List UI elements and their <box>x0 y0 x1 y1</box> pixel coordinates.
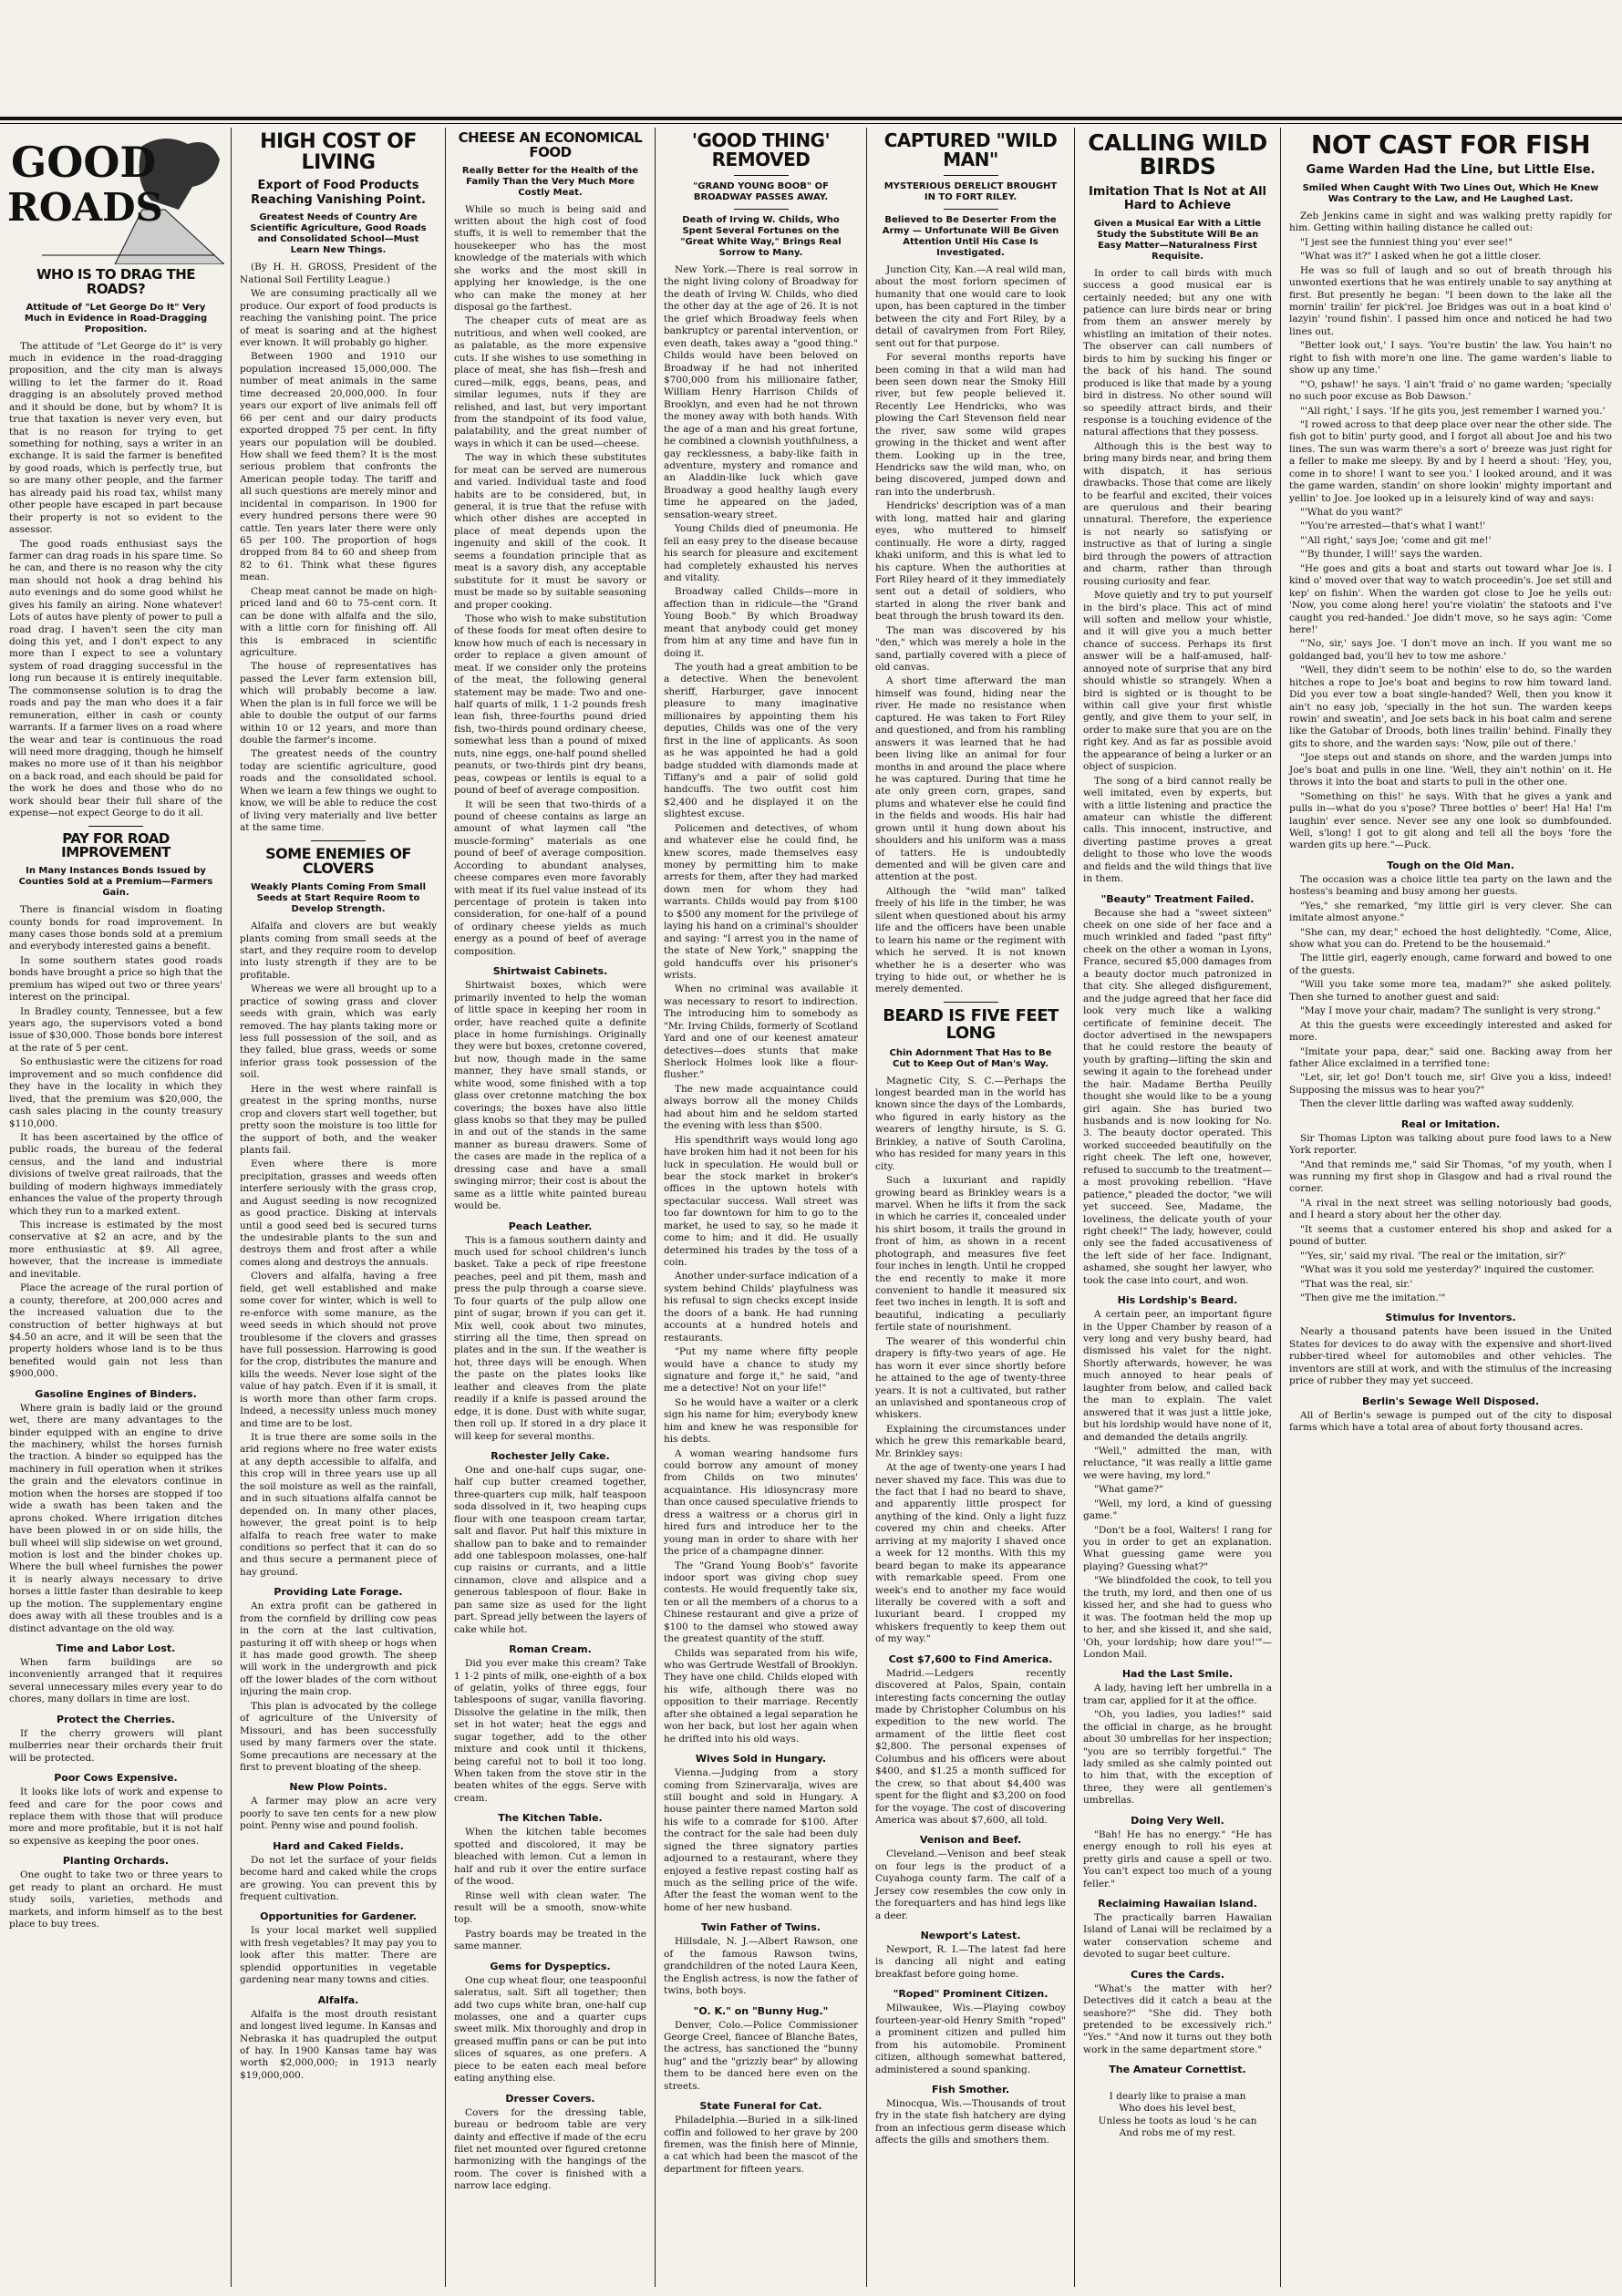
paragraph: Madrid.—Ledgers recently discovered at Palos, Spain, contain interesting facts concerning the outlay made by Christopher Columbus on his expedition to the new world. The armament of the little fleet cost $2,800. The personal expenses of Columbus and his officers were about $400, and $1.25 a month sufficed for the crew, so that about $4,400 was spent for the flight and $3,200 on food for the voyage. The cost of discovering America was about $7,600, all told. <box>875 1667 1066 1826</box>
paragraph: "What's the matter with her? Detectives did it catch a beau at the seashore?" "She did. They both pretended to be excessively rich." "Yes." "And now it turns out they both work in the same department store." <box>1083 1982 1272 2055</box>
paragraph: An extra profit can be gathered in from the cornfield by drilling cow peas in the corn at the last cultivation, pasturing it off with sheep or hogs when it has made good growth. The sheep will work in the undergrowth and pick off the lower blades of the corn without injuring the main crop. <box>240 1601 437 1698</box>
divider <box>944 1002 998 1003</box>
logo-line1: GOOD <box>11 138 157 187</box>
paragraph: Cleveland.—Venison and beef steak on four legs is the product of a Cuyahoga county farm. The calf of a Jersey cow resembles the cow only in the forequarters and has hind legs like a deer. <box>875 1848 1066 1921</box>
column-6 <box>1080 128 1276 2287</box>
paragraph: Alfalfa is the most drouth resistant and longest lived legume. In Kansas and Nebraska it has quadrupled the output of hay. In 1900 Kansas tame hay was worth $2,000,000; in 1913 nearly $19,000,000. <box>240 2008 437 2081</box>
article-drag-roads <box>9 341 222 820</box>
paragraph: Do not let the surface of your fields become hard and caked while the crops are growing. You can prevent this by frequent cultivation. <box>240 1854 437 1903</box>
paragraph: A lady, having left her umbrella in a tram car, applied for it at the office. <box>1083 1683 1272 1706</box>
subhead: Fish Smother. <box>931 2083 1010 2095</box>
paragraph: In Bradley county, Tennessee, but a few years ago, the supervisors voted a bond issue of $30,000. Those bonds bore interest at the rate of 5 per cent. <box>9 1005 222 1054</box>
paragraph: "And that reminds me," said Sir Thomas, "of my youth, when I was running my first shop in Glasgow and had a rival round the corner. <box>1289 1158 1612 1195</box>
subhead: His Lordship's Beard. <box>1117 1294 1238 1307</box>
paragraph: "She can, my dear," echoed the host delightedly. "Come, Alice, show what you can do. Pretend to be the housemaid." <box>1289 926 1612 951</box>
paragraph: "What was it?" I asked when he got a little closer. <box>1300 251 1542 263</box>
paragraph: Hillsdale, N. J.—Albert Rawson, one of the famous Rawson twins, grandchildren of the noted Laura Keen, the English actress, is now the father of twins, both boys. <box>664 1936 858 1997</box>
paragraph: "Bah! He has no energy." "He has energy enough to roll his eyes at pretty girls and cause a spell or two. You can't expect too much of a young feller." <box>1083 1828 1272 1889</box>
paragraph: Although the "wild man" talked freely of his life in the timber, he was silent when questioned about his army life and the officers have been unable to learn his name or the regiment with which he served. It is not known whether he is a deserter who was trying to hide out, or whether he is merely demented. <box>875 885 1066 995</box>
subhead: Gasoline Engines of Binders. <box>35 1387 197 1400</box>
paragraph: Junction City, Kan.—A real wild man, about the most forlorn specimen of humanity that one would care to look upon, has been captured in the timber between the city and Fort Riley, by a detail of cavalrymen from Fort Riley, sent out for that purpose. <box>875 264 1066 349</box>
paragraph: Nearly a thousand patents have been issued in the United States for devices to do away with the expensive and short-lived rubber-tired wheel for automobiles and other vehicles. The inventors are still at work, and with the stimulus of the increasing price of rubber they may yet succeed. <box>1289 1326 1612 1387</box>
subhead: Cost $7,600 to Find America. <box>888 1653 1053 1665</box>
subhead: State Funeral for Cat. <box>699 2100 822 2113</box>
article-cost-living <box>240 262 437 834</box>
subhead: Dresser Covers. <box>505 2092 595 2105</box>
paragraph: "He goes and gits a boat and starts out toward whar Joe is. I kind o' moved over that way to watch proceedin's. Joe set still and kep' on fishin'. When the warden got close to Joe he yells out: 'Now, you come along here! you're violatin' the statoots and I've caught you red-handed.' Joe didn't move, so he says agin: 'Come here!' <box>1289 562 1612 635</box>
paragraph: "Imitate your papa, dear," said one. Backing away from her father Alice exclaimed in a terrified tone: <box>1289 1045 1612 1069</box>
column-rule <box>231 128 232 2287</box>
paragraph: At this the guests were exceedingly interested and asked for more. <box>1289 1019 1612 1044</box>
subhead: Shirtwaist Cabinets. <box>492 965 608 978</box>
subhead: Cures the Cards. <box>1130 1968 1225 1981</box>
paragraph: Whereas we were all brought up to a practice of sowing grass and clover seeds with grain, which was early removed. The hay plants taking more or less full possession of the soil, and as they failed, blue grass, weeds or some inferior grass took possession of the soil. <box>240 983 437 1081</box>
paragraph: We are consuming practically all we produce. Our export of food products is reaching the vanishing point. The price of meat is soaring and at the highest ever known. It will probably go higher. <box>240 288 437 348</box>
headline-good-thing: 'GOOD THING' REMOVED <box>691 129 831 170</box>
paragraph: Rinse well with clean water. The result will be a smooth, snow-white top. <box>454 1889 646 1926</box>
paragraph: When the kitchen table becomes spotted and discolored, it may be bleached with lemon. Cut a lemon in half and rub it over the entire surface of the wood. <box>454 1827 646 1888</box>
article-pay-road <box>9 904 222 1381</box>
headline-pay-road: PAY FOR ROAD IMPROVEMENT <box>61 829 170 861</box>
paragraph: "I rowed across to that deep place over near the other side. The fish got to bitin' purty good, and I forgot all about Joe and his two lines. The sun was warm there's a sort o' breeze was just right for a feller to make me sleepy. By and by I heerd a shout: 'Hey, you, come in to shore! I want to see you.' I looked around, and it was the game warden, standin' on shore lookin' mighty important and yellin' to Joe. Joe looked up in a leisurely kind of way and says: <box>1289 418 1612 504</box>
paragraph: If the cherry growers will plant mulberries near their orchards their fruit will be protected. <box>9 1727 222 1764</box>
paragraph: "I jest see the funniest thing you' ever see!" <box>1300 236 1514 248</box>
deck-cheese: Really Better for the Health of the Family Than the Very Much More Costly Meat. <box>461 165 639 198</box>
paragraph: "'Yes, sir,' said my rival. 'The real or the imitation, sir?' <box>1300 1250 1566 1261</box>
subhead: Wives Sold in Hungary. <box>695 1753 827 1766</box>
subhead: Reclaiming Hawaiian Island. <box>1098 1897 1257 1910</box>
paragraph: Cheap meat cannot be made on high-priced land and 60 to 75-cent corn. It can be done with alfalfa and the silo, with a little corn for finishing off. All this is embraced in scientific agriculture. <box>240 585 437 658</box>
deck-pay-road: In Many Instances Bonds Issued by Counties Sold at a Premium—Farmers Gain. <box>18 866 213 899</box>
deck-beard: Chin Adornment That Has to Be Cut to Keep Out of Man's Way. <box>889 1047 1052 1069</box>
paragraph: Place the acreage of the rural portion of a county, therefore, at 200,000 acres and the increased valuation due to the construction of better highways at but $4.50 an acre, and it will be seen that the property holders whose land is to be thus benefited would gain not less than $900,000. <box>9 1282 222 1380</box>
paragraph: "Joe steps out and stands on shore, and the warden jumps into Joe's boat and pulls in one line. 'Well, they ain't nothin' on it. He throws it into the boat and starts to pull in the other one. <box>1289 752 1612 788</box>
paragraph: Zeb Jenkins came in sight and was walking pretty rapidly for him. Getting within hailing distance he called out: <box>1289 210 1612 234</box>
paragraph: "Well," admitted the man, with reluctance, "it was really a little game we were having, my lord." <box>1083 1445 1272 1481</box>
subhead: Had the Last Smile. <box>1121 1668 1234 1681</box>
paragraph: "Don't be a fool, Walters! I rang for you in order to get an explanation. What guessing game were you playing? Guessing what?" <box>1083 1524 1272 1572</box>
paragraph: When farm buildings are so inconveniently arranged that it requires several unnecessary miles every year to do chores, many dollars in time are lost. <box>9 1657 222 1705</box>
subhead: Gems for Dyspeptics. <box>490 1960 611 1972</box>
paragraph: The house of representatives has passed the Lever farm extension bill, which will probably become a law. When the plan is in full force we will be able to double the output of our farms within 10 or 12 years, and more than double the farmer's income. <box>240 661 437 746</box>
paragraph: It has been ascertained by the office of public roads, the bureau of the federal census, and the land and industrial divisions of twelve great railroads, that the building of modern highways immediately enhances the value of the property through which they run to a marked extent. <box>9 1131 222 1217</box>
column-rule <box>655 128 656 2287</box>
paragraph: "'What do you want?' <box>1300 507 1403 519</box>
article-cheese <box>454 204 646 959</box>
paragraph: Policemen and detectives, of whom and whatever else he could find, he knew scores, made themselves easy money by permitting him to make arrests for them, after they had marked down men for whom they had warrants. Childs would pay from $100 to $500 any moment for the privilege of laying his hand on a criminal's shoulder and saying: "I arrest you in the name of the state of New York," snapping the gold handcuffs over his prisoner's wrists. <box>664 822 858 981</box>
deck-cost-living: Greatest Needs of Country Are Scientific Agriculture, Good Roads and Consolidated School—Must Learn New Things. <box>250 212 427 256</box>
paragraph: The youth had a great ambition to be a detective. When the benevolent sheriff, Harburger, gave innocent pleasure to many imaginative millionaires by appointing them his deputies, Childs was one of the very first in the line of applicants. As soon as he was appointed he had a gold badge studded with diamonds made at Tiffany's and a pair of solid gold handcuffs. The two outfit cost him $2,400 and he displayed it on the slightest excuse. <box>664 662 858 820</box>
subhead: Hard and Caked Fields. <box>273 1839 404 1852</box>
paragraph: "What was it you sold me yesterday?' inquired the customer. <box>1300 1264 1595 1276</box>
paragraph: For several months reports have been coming in that a wild man had been seen down near the Smoky Hill river, but few people believed it. Recently Lee Hendricks, who was plowing the Carl Stevenson field near the river, saw some wild grapes growing in the thicket and went after them. Looking up in the tree, Hendricks saw the wild man, who, on being discovered, jumped down and ran into the underbrush. <box>875 352 1066 498</box>
paragraph: "'No, sir,' says Joe. 'I don't move an inch. If you want me so goldanged bad, you'll hev to tow me ashore.' <box>1289 638 1612 662</box>
subheadline-cost-living: Export of Food Products Reaching Vanishing Point. <box>251 179 426 207</box>
subhead: The Amateur Cornettist. <box>1109 2064 1246 2076</box>
paragraph: Although this is the best way to bring many birds near, and bring them with dispatch, it has serious drawbacks. Those that come are likely to be fearful and excited, their voices are querulous and their bearing unnatural. Therefore, the experience is not nearly so satisfying or instructive as that of luring a single bird through the powers of attraction and charm, rather than through rousing curiosity and fear. <box>1083 440 1272 587</box>
paragraph: The wearer of this wonderful chin drapery is fifty-two years of age. He has worn it ever since shortly before he attained to the age of twenty-three years. It is not a cultivated, but rather an unlavished and spontaneous crop of whiskers. <box>875 1335 1066 1421</box>
subhead: Opportunities for Gardener. <box>260 1910 417 1923</box>
subhead: Venison and Beef. <box>919 1834 1022 1847</box>
paragraph: The way in which these substitutes for meat can be served are numerous and varied. Individual taste and food habits are to be considered, but, in general, it is true that the refuse with which other dishes are accepted in place of meat depends upon the ingenuity and skill of the cook. It seems a foundation principle that as meat is a savory dish, any acceptable substitute for it must be savory or must be made so by suitable seasoning and proper cooking. <box>454 452 646 611</box>
paragraph: "May I move your chair, madam? The sunlight is very strong." <box>1300 1005 1601 1017</box>
paragraph: The cheaper cuts of meat are as nutritious, and when well cooked, are as palatable, as the more expensive cuts. If she wishes to use something in place of meat, she has fish—fresh and cured—milk, eggs, beans, peas, and similar legumes, nuts if they are relished, and last, but very important from the standpoint of its food value, palatability, and the great number of ways in which it can be used—cheese. <box>454 315 646 449</box>
subhead: Peach Leather. <box>508 1220 593 1232</box>
column-rule <box>445 128 446 2287</box>
paragraph: One and one-half cups sugar, one-half cup butter creamed together, three-quarters cup milk, half teaspoon soda dissolved in it, two heaping cups flour with one teaspoon cream tartar, salt and flavor. Put half this mixture in shallow pan to bake and to remainder add one tablespoon molasses, one-half cup raisins or currants, and a little cinnamon, clove and allspice and a generous tablespoon of flour. Bake in pan same size as used for the light part. Spread jelly between the layers of cake while hot. <box>454 1464 646 1635</box>
paragraph: "That was the real, sir.' <box>1300 1278 1413 1290</box>
paragraph: The little girl, eagerly enough, came forward and bowed to one of the guests. <box>1289 952 1612 976</box>
divider <box>734 175 789 176</box>
good-roads-logo <box>5 128 224 264</box>
paragraph: It looks like lots of work and expense to feed and care for the poor cows and replace them with those that will produce more and more profitable, but it is not half so expensive as keeping the poor ones. <box>9 1786 222 1847</box>
paragraph: "'You're arrested—that's what I want!' <box>1300 520 1486 532</box>
paragraph: The practically barren Hawaiian Island of Lanai will be reclaimed by a water conservation scheme and devoted to sugar beet culture. <box>1083 1911 1272 1961</box>
subhead: Providing Late Forage. <box>274 1586 403 1599</box>
paragraph: His spendthrift ways would long ago have broken him had it not been for his luck in speculation. He would bull or bear the stock market in broker's offices in the uptown hotels with spectacular success. Wall street was too far downtown for him to go to the market, he used to say, so he made it come to him; and it did. He usually determined his trades by the toss of a coin. <box>664 1134 858 1268</box>
paragraph: Another under-surface indication of a system behind Childs' playfulness was his refusal to sign checks except inside the doors of a bank. He had running accounts at a hundred hotels and restaurants. <box>664 1271 858 1344</box>
paragraph: At the age of twenty-one years I had never shaved my face. This was due to the fact that I had no beard to shave, and apparently little prospect for anything of the kind. Only a light fuzz covered my chin and cheeks. After arriving at my majority I shaved once a week for 12 months. With this my beard began to make its appearance with remarkable speed. From one week's end to another my face would literally be covered with a soft and luxuriant beard. I cropped my whiskers frequently to keep them out of my way." <box>875 1462 1066 1645</box>
top-rule-thin <box>0 123 1622 124</box>
divider <box>311 840 366 841</box>
article-cast-fish <box>1289 211 1612 852</box>
paragraph: The occasion was a choice little tea party on the lawn and the hostess's beaming and busy among her guests. <box>1289 873 1612 898</box>
paragraph: Between 1900 and 1910 our population increased 15,000,000. The number of meat animals in the same time decreased 20,000,000. In four years our export of live animals fell off 66 per cent and our dairy products exported dropped 75 per cent. In fifty years our population will be doubled. How shall we feed them? It is the most serious problem that confronts the American people today. The tariff and all such questions are merely minor and incidental in comparison. In 1900 for every hundred persons there were 90 cattle. Ten years later there were only 65 per 100. The proportion of hogs dropped from 84 to 60 and sheep from 82 to 61. Think what these figures mean. <box>240 351 437 583</box>
subhead: Alfalfa. <box>317 1993 359 2006</box>
column-rule <box>866 128 867 2287</box>
paragraph: It will be seen that two-thirds of a pound of cheese contains as large an amount of what laymen call "the muscle-forming" materials as one pound of beef of average composition. According to abundant analyses, cheese compares even more favorably with meat if its fuel value instead of its percentage of protein is taken into consideration, for one-half of a pound of ordinary cheese yields as much energy as a pound of beef of average composition. <box>454 798 646 957</box>
paragraph: Childs was separated from his wife, who was Gertrude Westfall of Brooklyn. They have one child. Childs eloped with his wife, although there was no opposition to their marriage. Recently after she obtained a legal separation he won her back, but lost her again when he drifted into his old ways. <box>664 1647 858 1745</box>
logo-line2: ROADS <box>7 185 163 230</box>
headline-drag-roads: WHO IS TO DRAG THE ROADS? <box>36 266 196 297</box>
paragraph: "We blindfolded the cook, to tell you the truth, my lord, and then one of us kissed her, and she had to guess who it was. The footman held the mop up to her, and she kissed it, and she said, 'Oh, your lordship; how dare you!'"—London Mail. <box>1083 1575 1272 1660</box>
paragraph: "Then give me the imitation.'" <box>1300 1292 1446 1303</box>
paragraph: All of Berlin's sewage is pumped out of the city to disposal farms which have a total area of about forty thousand acres. <box>1289 1409 1612 1434</box>
paragraph: When no criminal was available it was necessary to resort to indirection. The introducing him to somebody as "Mr. Irving Childs, formerly of Scotland Yard and one of our keenest amateur detectives—does stunts that make Sherlock Holmes look like a flour-flusher." <box>664 983 858 1081</box>
paragraph: Here in the west where rainfall is greatest in the spring months, nurse crop and clovers start well together, but pretty soon the moisture is too little for the support of both, and the weaker plants fail. <box>240 1083 437 1156</box>
column-5 <box>872 128 1069 2287</box>
paragraph: He was so full of laugh and so out of breath through his unwonted exertions that he was entirely unable to say anything at first. But presently he began: "I been down to the lake all the mornin' trailin' fer pick'rel. Joe Bridges was out in a boat kind o' lazyin' 'round fishin'. I passed him once and noticed he had two lines out. <box>1289 264 1612 337</box>
headline-enemies-clovers: SOME ENEMIES OF CLOVERS <box>265 844 411 878</box>
paragraph: Minocqua, Wis.—Thousands of trout fry in the state fish hatchery are dying from an infectious germ disease which affects the gills and smothers them. <box>875 2097 1066 2147</box>
paragraph: "It seems that a customer entered his shop and asked for a pound of butter. <box>1289 1223 1612 1248</box>
subhead: Tough on the Old Man. <box>1387 859 1514 871</box>
subhead: "Roped" Prominent Citizen. <box>893 1988 1049 2001</box>
deck-cast-fish: Smiled When Caught With Two Lines Out, Which He Knew Was Contrary to the Law, and He Laughed Last. <box>1302 182 1599 204</box>
paragraph: "'All right,' I says. 'If he gits you, jest remember I warned you.' <box>1300 405 1606 417</box>
paragraph: Alfalfa and clovers are but weakly plants coming from small seeds at the start, and they require room to develop into lusty strength if they are to be profitable. <box>240 921 437 981</box>
column-3 <box>450 128 650 2287</box>
article-wild-man <box>875 264 1066 996</box>
headline-wild-birds: CALLING WILD BIRDS <box>1088 129 1267 180</box>
divider <box>944 175 998 176</box>
column-4 <box>660 128 862 2287</box>
paragraph: Newport, R. I.—The latest fad here is dancing all night and eating breakfast before going home. <box>875 1944 1066 1980</box>
poem: I dearly like to praise a man Who does his level best, Unless he toots as loud 's he can And robs me of my rest. <box>1098 2090 1257 2139</box>
column-1 <box>5 128 226 2287</box>
paragraph: Those who wish to make substitution of these foods for meat often desire to know how much of each is necessary in order to replace a given amount of meat. If we consider only the proteins of the meat, the following general statement may be made: Two and one-half quarts of milk, 1 1-2 pounds fresh lean fish, three-fourths pound dried fish, two-thirds pound ordinary cheese, somewhat less than a pound of mixed nuts, nine eggs, one-half pound shelled peanuts, or two-thirds pint dry beans, peas, cowpeas or lentils is equal to a pound of beef of average composition. <box>454 613 646 797</box>
deck-drag-roads: Attitude of "Let George Do It" Very Much in Evidence in Road-Dragging Proposition. <box>24 302 208 335</box>
paragraph: This is a famous southern dainty and much used for school children's lunch basket. Take a peck of ripe freestone peaches, peel and pit them, mash and press the pulp through a coarse sieve. To four quarts of the pulp allow one pint of sugar, brown if you can get it. Mix well, cook about two minutes, stirring all the time, then spread on plates and in the sun. If the weather is hot, three days will be enough. When the paste on the plates looks like leather and cleaves from the plate readily if a knife is passed around the edge, it is done. Dust with white sugar, then roll up. If stored in a dry place it will keep for several months. <box>454 1234 646 1442</box>
divider <box>944 209 998 210</box>
column-rule <box>1074 128 1075 2287</box>
paragraph: "What game?" <box>1094 1484 1163 1496</box>
subhead: Protect the Cherries. <box>57 1713 175 1725</box>
paragraph: "Yes," she remarked, "my little girl is very clever. She can imitate almost anyone." <box>1289 900 1612 924</box>
paragraph: Young Childs died of pneumonia. He fell an easy prey to the disease because his search for pleasure and excitement had completely exhausted his nerves and vitality. <box>664 523 858 583</box>
paragraph: "Well, they didn't seem to be nothin' else to do, so the warden hitches a rope to Joe's boat and begins to row him toward land. Did you ever tow a boat single-handed? Well, then you know it ain't no easy job, 'specially in the hot sun. The warden keeps rowin' and sweatin', and Joe sets back in his boat calm and serene like the Gatobar of Droods, both lines trailin' behind. Finally they gits to shore, and the warden says: 'Now, pile out of there.' <box>1289 664 1612 749</box>
paragraph: The attitude of "Let George do it" is very much in evidence in the road-dragging proposition, and the city man is always willing to let the farmer do it. Road dragging is an absolutely proved method and it should be done, but by whom? It is true that taxation is never very even, but that is no reason for trying to get something for nothing, says a writer in an exchange. It is said the farmer is benefited by good roads, which is perfectly true, but so are many other people, and the farmer has already paid his road tax, whilst many other people have escaped in part because their property is not so evident to the assessor. <box>9 340 222 536</box>
paragraph: Philadelphia.—Buried in a silk-lined coffin and followed to her grave by 200 firemen, was the finish here of Minnie, a cat which had been the mascot of the department for fifteen years. <box>664 2115 858 2175</box>
paragraph: Covers for the dressing table, bureau or bedroom table are very dainty and effective if made of the ecru filet net mounted over figured cretonne harmonizing with the hangings of the room. The cover is finished with a narrow lace edging. <box>454 2106 646 2192</box>
paragraph: Shirtwaist boxes, which were primarily invented to help the woman of little space in keeping her room in order, have reached quite a definite place in home furnishings. Originally they were but boxes, cretonne covered, but now, though made in the same manner, they have small stands, or white wood, some finished with a top glass over cretonne matching the box coverings; the boxes have also little glass knobs so that they may be pulled in and out of the stands in the same manner as bureau drawers. Some of the cases are made in the replica of a dressing case and have a small swinging mirror; their cost is about the same as a little white painted bureau would be. <box>454 980 646 1212</box>
headline-beard: BEARD IS FIVE FEET LONG <box>883 1005 1059 1043</box>
paragraph: So he would have a waiter or a clerk sign his name for him; everybody knew him and knew he was responsible for his debts. <box>664 1396 858 1446</box>
subhead: Roman Cream. <box>509 1643 592 1656</box>
subhead: The Kitchen Table. <box>498 1812 603 1825</box>
article-wild-birds <box>1083 268 1272 886</box>
paragraph: "Better look out,' I says. 'You're bustin' the law. You hain't no right to fish with more'n one line. The game warden's liable to show up any time.' <box>1289 340 1612 376</box>
paragraph: New York.—There is real sorrow in the night living colony of Broadway for the death of Irving W. Childs, who died the other day at the age of 26. It is not the grief which Broadway feels when bankruptcy or parental intervention, or even death, takes away a "good thing." Childs would have been beloved on Broadway if he had not inherited $700,000 from his millionaire father, William Henry Harrison Childs of Brooklyn, and even had he not thrown the money away with both hands. With the age of a man and his great fortune, he combined a clownish youthfulness, a gay recklessness, a baby-like faith in adventure, mystery and romance and an Aladdin-like luck which gave Broadway a good healthy laugh every time he appeared on the jaded, sensation-weary street. <box>664 264 858 520</box>
paragraph: Then the clever little darling was wafted away suddenly. <box>1300 1098 1575 1110</box>
subheadline-cast-fish: Game Warden Had the Line, but Little Else. <box>1306 163 1596 178</box>
paragraph: Explaining the circumstances under which he grew this remarkable beard, Mr. Brinkley says: <box>875 1423 1066 1459</box>
headline-cheese: CHEESE AN ECONOMICAL FOOD <box>458 129 643 160</box>
paragraph: This plan is advocated by the college of agriculture of the University of Missouri, and has been successfully used by many farmers over the state. Some precautions are necessary at the first to prevent bloating of the sheep. <box>240 1700 437 1773</box>
paragraph: "Something on this!' he says. With that he gives a yank and pulls in—what do you s'pose? Three bottles o' beer! Ha! Ha! I'm laughin' ever sence. Never see any one look so dumbfounded. Well, s'long! I got to git along and tell all the boys 'fore the warden gits up here."—Puck. <box>1289 790 1612 851</box>
paragraph: Clovers and alfalfa, having a free field, get well established and make some cover for winter, which is well to re-enforce with some manure, as the weed seeds in which should not prove troublesome if the clovers and grasses have full possession. Harrowing is good for the crop, distributes the manure and kills the weeds. Never lose sight of the value of hay patch. Even if it is small, it is worth more than other farm crops. Indeed, a necessity unless much money and time are to be lost. <box>240 1271 437 1429</box>
paragraph: "A rival in the next street was selling notoriously bad goods, and I heard a story about her the other day. <box>1289 1197 1612 1221</box>
paragraph: The man was discovered by his "den," which was merely a hole in the sand, partially covered with a piece of old canvas. <box>875 624 1066 673</box>
paragraph: The song of a bird cannot really be well imitated, even by experts, but with a little listening and practice the amateur can whistle the different calls. This innocent, instructive, and diverting pastime proves a great delight to those who love the woods and fields and the wild things that live in them. <box>1083 775 1272 885</box>
subhead: Stimulus for Inventors. <box>1385 1312 1516 1324</box>
paragraph: "Will you take some more tea, madam?" she asked politely. Then she turned to another guest and said: <box>1289 979 1612 1003</box>
paragraph: The new made acquaintance could always borrow all the money Childs had about him and he seldom started the evening with less than $500. <box>664 1083 858 1132</box>
paragraph: Because she had a "sweet sixteen" cheek on one side of her face and a much wrinkled and faded "past fifty" cheek on the other a woman in Lyons, France, secured $5,000 damages from a beauty doctor much patronized in that city. She alleged disfigurement, and the judge agreed that her face did look very much like a walking certificate of feminine deceit. The doctor advertised in the newspapers that he could restore the beauty of youth by grafting—lifting the skin and sewing it again to the forehead under the hair. Madame Bertha Peuilly thought she would like to be a young girl again. She has buried two husbands and is now looking for No. 3. The beauty doctor operated. This worked succeeded beautifully on the right cheek. The left one, however, refused to succumb to the treatment—a most provoking rebellion. "Have patience," pleaded the doctor, "we will yet succeed. See, Madame, the loveliness, the delicate youth of your right cheek!" The lady, however, could only see the faded accusativeness of the left side of her face. Indignant, ashamed, she sought her lawyer, who took the case into court, and won. <box>1083 907 1272 1286</box>
paragraph: "'O, pshaw!' he says. 'I ain't 'fraid o' no game warden; 'specially no such poor excuse as Bob Dawson.' <box>1289 378 1612 403</box>
paragraph: The greatest needs of the country today are scientific agriculture, good roads and the consolidated school. When we learn a few things we ought to know, we will be able to reduce the cost of living very materially and live better at the same time. <box>240 748 437 834</box>
subhead: Rochester Jelly Cake. <box>491 1449 610 1462</box>
paragraph: There is financial wisdom in floating county bonds for road improvement. In many cases those bonds sold at a premium and everybody interested gains a benefit. <box>9 904 222 952</box>
paragraph: Did you ever make this cream? Take 1 1-2 pints of milk, one-eighth of a box of gelatin, yolks of three eggs, four tablespoons of sugar, vanilla flavoring. Dissolve the gelatine in the milk, then set in hot water; heat the eggs and sugar together, add to the other mixture and cook until it thickens, being careful not to boil it too long. When taken from the stove stir in the beaten whites of the eggs. Serve with cream. <box>454 1658 646 1804</box>
subhead: Newport's Latest. <box>920 1930 1021 1942</box>
paragraph: A woman wearing handsome furs could borrow any amount of money from Childs on two minutes' acquaintance. His idiosyncrasy more than once caused speculative friends to dress a waitress or a chorus girl in hired furs and introduce her to the young man in order to share with her the price of a champagne dinner. <box>664 1447 858 1558</box>
subhead: New Plow Points. <box>289 1781 387 1794</box>
article-beard <box>875 1076 1066 1646</box>
paragraph: One ought to take two or three years to get ready to plant an orchard. He must study soils, varieties, methods and markets, and inform himself as to the best place to buy trees. <box>9 1869 222 1930</box>
subhead: "O. K." on "Bunny Hug." <box>693 2004 829 2017</box>
paragraph: Even where there is more precipitation, grasses and weeds often interfere seriously with the grass crop, and August seeding is now recognized as good practice. Disking at intervals until a good seed bed is secured turns the undesirable plants to the sun and destroys them and frost after a while comes along and destroys the annuals. <box>240 1158 437 1268</box>
deck2-wild-man: Believed to Be Deserter From the Army — Unfortunate Will Be Given Attention Until His Case Is Investigated. <box>882 215 1059 258</box>
paragraph: In order to call birds with much success a good musical ear is certainly needed; but any one with patience can lure birds near or bring from them an answer merely by whistling an imitation of their notes. The observer can call numbers of birds to him by sucking his finger or the back of his hand. The sound produced is like that made by a young bird in distress. No other sound will so speedily attract birds, and their response is a touching evidence of the natural affections that they possess. <box>1083 267 1272 438</box>
paragraph: "Well, my lord, a kind of guessing game." <box>1083 1498 1272 1522</box>
paragraph: Broadway called Childs—more in affection than in ridicule—the "Grand Young Boob." By which Broadway meant that anybody could get money from him at any time and have fun in doing it. <box>664 586 858 659</box>
paragraph: A certain peer, an important figure in the Upper Chamber by reason of a very long and very bushy beard, had dismissed his valet for the night. Shortly afterwards, however, he was much annoyed to hear peals of laughter from below, and called back the man to explain. The valet answered that it was just a little joke, but his lordship would have none of it, and demanded the details angrily. <box>1083 1309 1272 1443</box>
divider <box>88 826 143 827</box>
paragraph: Sir Thomas Lipton was talking about pure food laws to a New York reporter. <box>1289 1132 1612 1157</box>
paragraph: Pastry boards may be treated in the same manner. <box>454 1928 646 1952</box>
paragraph: A farmer may plow an acre very poorly to save ten cents for a new plow point. Penny wise and pound foolish. <box>240 1796 437 1832</box>
paragraph: Where grain is badly laid or the ground wet, there are many advantages to the binder equipped with an engine to drive the machinery, whilst the horses furnish the traction. A binder so equipped has the machinery in full operation when it strikes the grain and the elevators continue in motion when the horses are stopped if too wide a swath has been taken and the aprons choked. Where irrigation ditches have been plowed in or on side hills, the bull wheel will slip sidewise on wet ground, motion is lost and the binder chokes up. Where the bull wheel furnishes the power it is nearly always necessary to drive horses a little faster than desirable to keep up the motion. The supplementary engine does away with all these troubles and is a distinct advantage on the old way. <box>9 1402 222 1634</box>
byline: (By H. H. GROSS, President of the National Soil Fertility League.) <box>240 262 437 285</box>
column-7 <box>1286 128 1616 2287</box>
paragraph: The "Grand Young Boob's" favorite indoor sport was giving chop suey contests. He would frequently take six, ten or all the members of a chorus to a Chinese restaurant and give a prize of $100 to the damsel who stowed away the greatest quantity of the stuff. <box>664 1560 858 1645</box>
subhead: Time and Labor Lost. <box>56 1642 176 1654</box>
paragraph: Hendricks' description was of a man with long, matted hair and glaring eyes, who muttered to himself continually. He wore a dirty, ragged khaki uniform, and this is what led to his capture. When the authorities at Fort Riley heard of it they immediately sent out a detail of soldiers, who started in along the river bank and beat through the brush toward its den. <box>875 500 1066 623</box>
deck-enemies-clovers: Weakly Plants Coming From Small Seeds at Start Require Room to Develop Strength. <box>250 882 427 915</box>
divider <box>734 209 789 210</box>
paragraph: Denver, Colo.—Police Commissioner George Creel, fiancee of Blanche Bates, the actress, has sanctioned the "bunny hug" and the "grizzly bear" by allowing them to be danced here even on the streets. <box>664 2019 858 2092</box>
paragraph: This increase is estimated by the most conservative at $2 an acre, and by the more enthusiastic at $9. All agree, however, that the increase is immediate and inevitable. <box>9 1220 222 1280</box>
paragraph: "'All right,' says Joe; 'come and git me!' <box>1300 534 1492 546</box>
paragraph: A short time afterward the man himself was found, hiding near the river. He made no resistance when captured. He was taken to Fort Riley and questioned, and from his rambling answers it was learned that he had been living like an animal for four months in and around the place where he was captured. During that time he ate only green corn, grapes, sand plums and whatever else he could find in the fields and woods. His hair had grown until it hung down about his shoulders and his uniform was a mass of tatters. He is undoubtedly demented and will be given care and attention at the post. <box>875 675 1066 883</box>
paragraph: Such a luxuriant and rapidly growing beard as Brinkley wears is a marvel. When he lifts it from the sack in which he carries it, concealed under his shirt bosom, it trails the ground in front of him, as shown in a recent photograph, and measures five feet four inches in length. Until he cropped the end recently to make it more convenient to handle it measured six feet two inches in length. It is soft and beautiful, indicating a peculiarly fertile state of nourishment. <box>875 1175 1066 1333</box>
deck-wild-birds: Given a Musical Ear With a Little Study the Substitute Will Be an Easy Matter—Naturalness First Requisite. <box>1093 218 1262 262</box>
deck-good-thing: "GRAND YOUNG BOOB" OF BROADWAY PASSES AWAY. <box>693 181 829 202</box>
paragraph: Milwaukee, Wis.—Playing cowboy fourteen-year-old Henry Smith "roped" a prominent citizen and pulled him from his automobile. Prominent citizen, although somewhat battered, administered a sound spanking. <box>875 2003 1066 2075</box>
subhead: Planting Orchards. <box>62 1855 170 1868</box>
paragraph: In some southern states good roads bonds have brought a price so high that the premium has wiped out two or three years' interest on the principal. <box>9 954 222 1004</box>
deck-wild-man: MYSTERIOUS DERELICT BROUGHT IN TO FORT RILEY. <box>883 181 1058 202</box>
paragraph: "Put my name where fifty people would have a chance to study my signature and forge it," he said, "and me a detective! Not on your life!" <box>664 1346 858 1395</box>
paragraph: "Let, sir, let go! Don't touch me, sir! Give you a kiss, indeed! Supposing the missus was to hear you?" <box>1289 1072 1612 1096</box>
paragraph: So enthusiastic were the citizens for road improvement and so much confidence did they have in the locality in which they lived, that the premium was $20,000, the cash sales placing in the county treasury $110,000. <box>9 1056 223 1129</box>
paragraph: While so much is being said and written about the high cost of food stuffs, it is well to remember that the housekeeper who has the most knowledge of the materials with which she works and the most skill in applying her knowledge, is the one who can make the money at her disposal go the farthest. <box>454 203 646 313</box>
article-good-thing <box>664 264 858 1745</box>
subhead: Real or Imitation. <box>1400 1117 1501 1130</box>
paragraph: Vienna.—Judging from a story coming from Szinervaralja, wives are still bought and sold in Hungary. A house painter there named Marton sold his wife to a comrade for $100. After the contract for the sale had been duly signed the three signatory parties adjourned to a restaurant, where they enjoyed a festive repast costing half as much as the selling price of the wife. After the feast the woman went to the home of her new husband. <box>664 1767 858 1913</box>
subhead: Doing Very Well. <box>1131 1814 1224 1827</box>
subhead: Twin Father of Twins. <box>701 1921 821 1934</box>
paragraph: Move quietly and try to put yourself in the bird's place. This act of mind will soften and mellow your whistle, and it will give you a much better chance of success. Perhaps its first answer will be a half-amused, half-annoyed note of surprise that any bird should whistle so strangely. When a bird is sighted or is thought to be within call give your first whistle gently, and give them to your self, in order to make sure that you are on the right key. And as far as possible avoid the appearance of being a lurker or an object of suspicion. <box>1083 590 1272 773</box>
column-rule <box>1280 128 1281 2287</box>
paragraph: "'By thunder, I will!' says the warden. <box>1300 549 1483 561</box>
paragraph: The good roads enthusiast says the farmer can drag roads in his spare time. So he can, and there is no reason why the city man should not hook a drag behind his auto evenings and do some good whilst he gives his family an airing. None whatever! Lots of autos have plenty of power to pull a road drag. I haven't seen the city man doing this yet, and I don't expect to any more than I expect to see a voluntary system of road dragging successful in the long run because it is entirely inequitable. The commonsense solution is to drag the roads and pay the man who does it a fair remuneration, either in cash or county warrants. If a farmer lives on a road where the wear and tear is continuous the road will need more dragging, though he himself makes no more use of it than his neighbor on a back road, and each should be paid for the work he does and those who do no work should bear their full share of the expense—not expect George to do it all. <box>9 538 222 819</box>
paragraph: Magnetic City, S. C.—Perhaps the longest bearded man in the world has known since the days of the Lombards, who figured in early history as the wearers of lengthy hirsute, is S. G. Brinkley, a native of South Carolina, who has resided for many years in this city. <box>875 1075 1066 1172</box>
article-enemies-clovers <box>240 921 437 1579</box>
column-2 <box>236 128 440 2287</box>
headline-cast-fish: NOT CAST FOR FISH <box>1310 129 1591 160</box>
paragraph: One cup wheat flour, one teaspoonful saleratus, salt. Sift all together; then add two cups white bran, one-half cup molasses, one and a quarter cups sweet milk. Mix thoroughly and drop in greased muffin pans or can be put into slices of squares, as one prefers. A piece to be eaten each meal before eating anything else. <box>454 1974 646 2085</box>
subhead: "Beauty" Treatment Failed. <box>1100 892 1255 905</box>
headline-wild-man: CAPTURED "WILD MAN" <box>883 129 1058 170</box>
top-rule <box>0 117 1622 120</box>
paragraph: "Oh, you ladies, you ladies!" said the official in charge, as he brought about 30 umbrellas for her inspection; "you are so terribly forgetful." The lady smiled as she calmly pointed out to him that, with the exception of three, they were all gentlemen's umbrellas. <box>1083 1709 1272 1807</box>
headline-cost-living: HIGH COST OF LIVING <box>260 130 417 175</box>
subhead: Berlin's Sewage Well Disposed. <box>1361 1395 1540 1407</box>
subhead: Poor Cows Expensive. <box>54 1772 178 1785</box>
subheadline-wild-birds: Imitation That Is Not at All Hard to Achieve <box>1089 184 1266 213</box>
paragraph: Is your local market well supplied with fresh vegetables? It may pay you to look after this matter. There are splendid opportunities in vegetable gardening near many towns and cities. <box>240 1925 437 1986</box>
paragraph: It is true there are some soils in the arid regions where no free water exists at any depth accessible to alfalfa, and this crop will in three years use up all the soil moisture as well as the rainfall, and in such situations alfalfa cannot be depended on. In many other places, however, the great point is to help alfalfa to reach free water to make conditions so perfect that it can do so and thus secure a permanent piece of hay ground. <box>240 1432 437 1578</box>
deck2-good-thing: Death of Irving W. Childs, Who Spent Several Fortunes on the "Great White Way," Brings Real Sorrow to Many. <box>680 215 842 258</box>
